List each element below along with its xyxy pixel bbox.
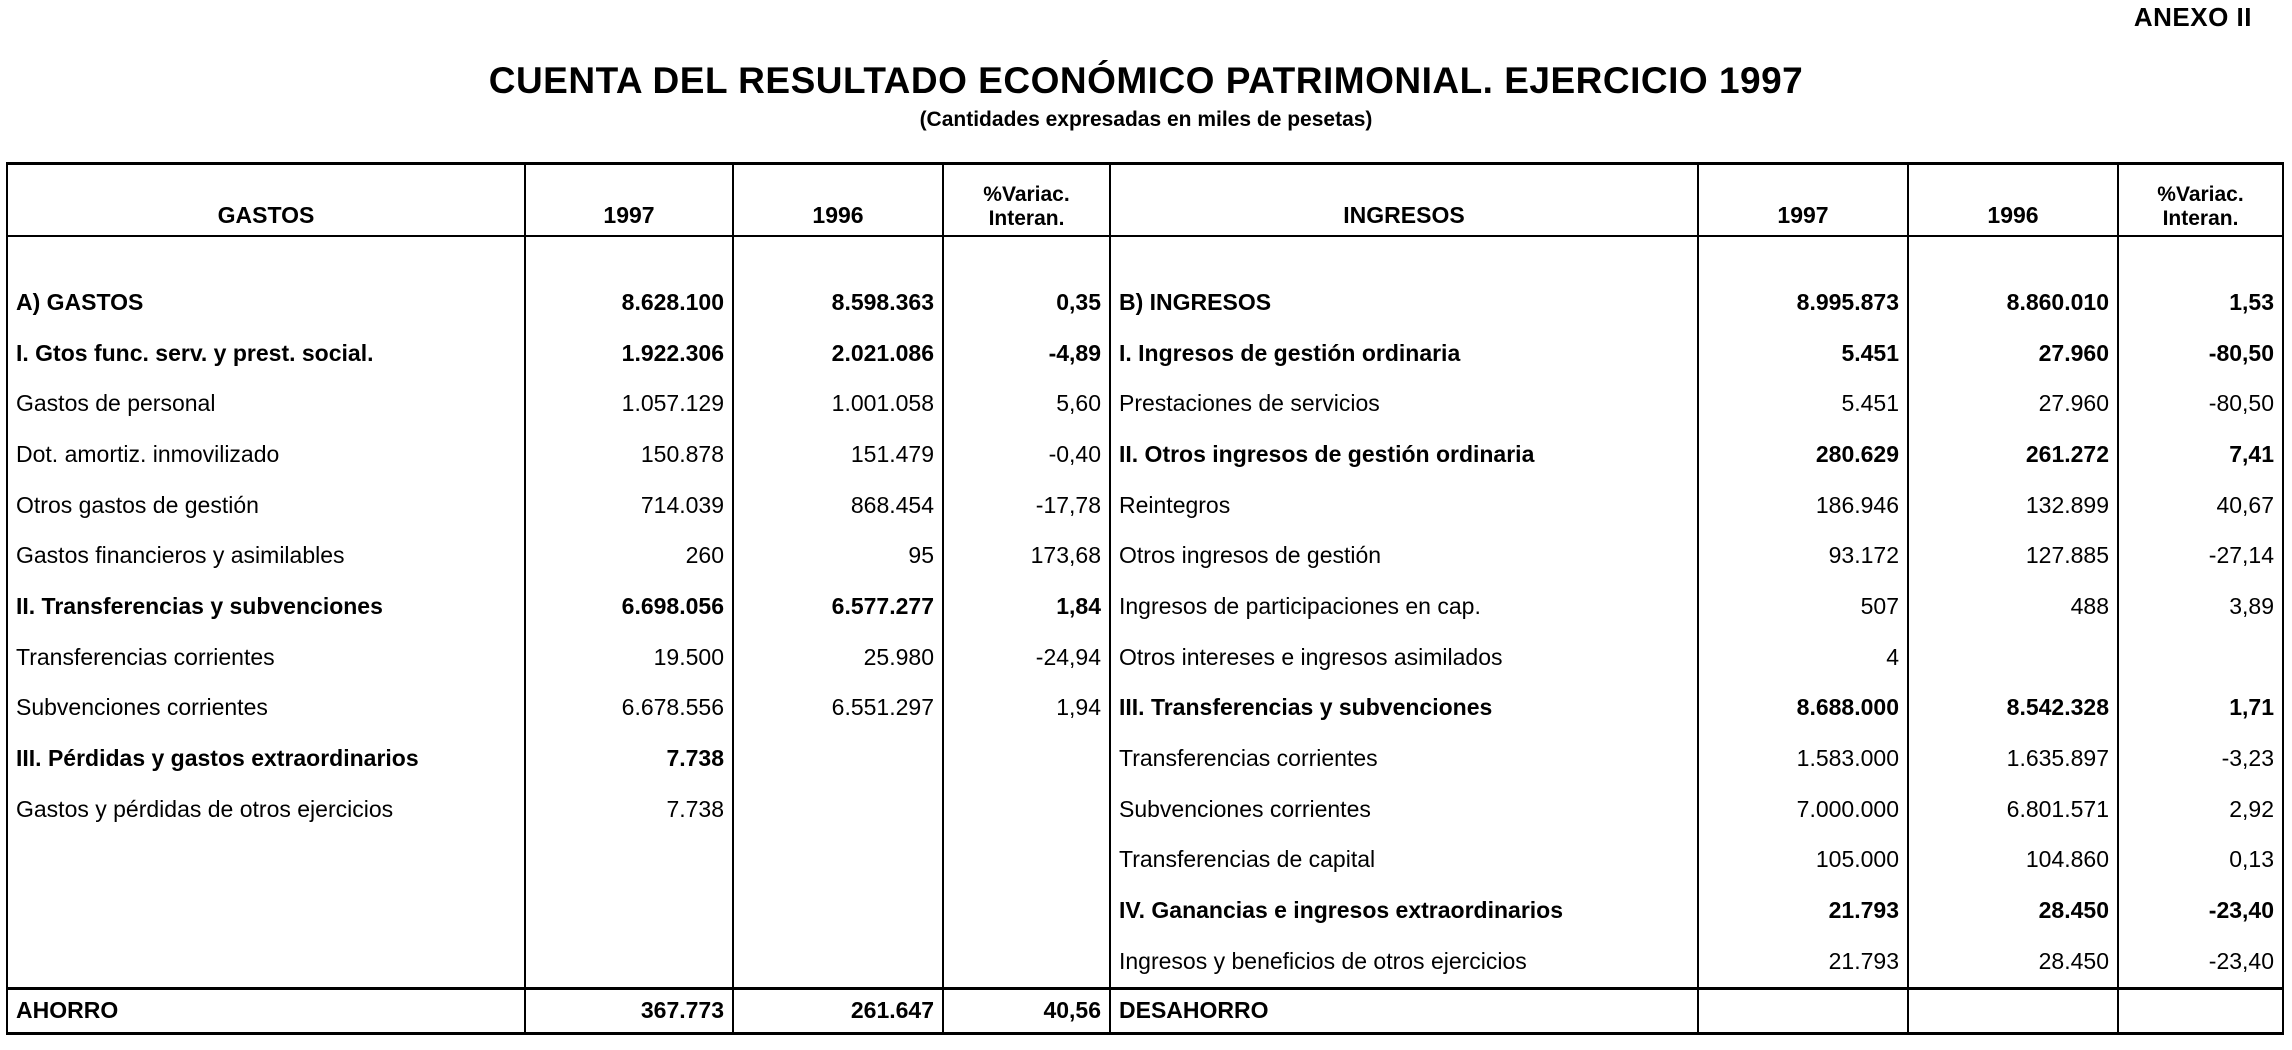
cell-gastos-1996: 95 [733,530,943,581]
cell-ingresos-variation: 0,13 [2118,835,2283,886]
header-gastos-variation [943,164,1110,237]
header-ingresos: INGRESOS [1110,164,1698,237]
page-subtitle: (Cantidades expresadas en miles de pesetas) [919,108,1373,131]
cell-ingresos-variation: -80,50 [2118,378,2283,429]
total-gastos-1996: 261.647 [733,988,943,1033]
cell-ingresos-1996: 27.960 [1908,328,2118,379]
cell-ingresos-label: Transferencias de capital [1110,835,1698,886]
table-row [7,277,2283,328]
total-ingresos-label: DESAHORRO [1110,988,1698,1033]
cell-ingresos-label: Ingresos y beneficios de otros ejercicios [1110,936,1698,988]
total-gastos-variation: 40,56 [943,988,1110,1033]
cell-gastos-label: Gastos financieros y asimilables [7,530,525,581]
cell-gastos-label [7,885,525,936]
table-row [7,581,2283,632]
cell-gastos-1996 [733,784,943,835]
cell-ingresos-1997: 105.000 [1698,835,1908,886]
spacer-row [7,236,2283,277]
cell-gastos-label [7,835,525,886]
cell-gastos-label: I. Gtos func. serv. y prest. social. [7,328,525,379]
cell-ingresos-variation: 1,71 [2118,683,2283,734]
cell-ingresos-label: Otros ingresos de gestión [1110,530,1698,581]
cell-gastos-label: Dot. amortiz. inmovilizado [7,429,525,480]
cell-gastos-1997: 8.628.100 [525,277,733,328]
cell-ingresos-1997: 5.451 [1698,378,1908,429]
cell-gastos-1997: 260 [525,530,733,581]
cell-gastos-label [7,936,525,988]
cell-gastos-1997: 714.039 [525,480,733,531]
header-pct-line2: Interan. [988,207,1065,230]
cell-ingresos-label: Subvenciones corrientes [1110,784,1698,835]
cell-gastos-1997: 6.678.556 [525,683,733,734]
cell-gastos-1996: 868.454 [733,480,943,531]
cell-ingresos-label: Ingresos de participaciones en cap. [1110,581,1698,632]
cell-gastos-1997: 19.500 [525,632,733,683]
cell-gastos-1997: 150.878 [525,429,733,480]
cell-gastos-label: II. Transferencias y subvenciones [7,581,525,632]
cell-ingresos-variation: -80,50 [2118,328,2283,379]
table-row [7,683,2283,734]
cell-ingresos-label: III. Transferencias y subvenciones [1110,683,1698,734]
annex-label: ANEXO II [2133,2,2252,32]
cell-gastos-1996: 1.001.058 [733,378,943,429]
header-pct-line1: %Variac. [983,183,1070,206]
cell-ingresos-1997: 7.000.000 [1698,784,1908,835]
cell-ingresos-1996: 488 [1908,581,2118,632]
cell-ingresos-1996: 132.899 [1908,480,2118,531]
cell-ingresos-label: Prestaciones de servicios [1110,378,1698,429]
cell-ingresos-label: II. Otros ingresos de gestión ordinaria [1110,429,1698,480]
cell-gastos-variation [943,733,1110,784]
cell-ingresos-variation: -27,14 [2118,530,2283,581]
cell-gastos-label: III. Pérdidas y gastos extraordinarios [7,733,525,784]
total-gastos-1997: 367.773 [525,988,733,1033]
cell-ingresos-label: IV. Ganancias e ingresos extraordinarios [1110,885,1698,936]
cell-gastos-1996: 8.598.363 [733,277,943,328]
table-body [7,236,2283,988]
cell-gastos-variation: 0,35 [943,277,1110,328]
cell-gastos-1996: 2.021.086 [733,328,943,379]
cell-gastos-variation: 5,60 [943,378,1110,429]
cell-gastos-variation [943,885,1110,936]
cell-gastos-variation: -24,94 [943,632,1110,683]
cell-ingresos-1997: 21.793 [1698,885,1908,936]
cell-gastos-1997: 7.738 [525,784,733,835]
total-ingresos-variation [2118,988,2283,1033]
header-gastos: GASTOS [7,164,525,237]
cell-gastos-variation [943,784,1110,835]
table-row [7,936,2283,988]
cell-ingresos-label: I. Ingresos de gestión ordinaria [1110,328,1698,379]
header-ingresos-1996: 1996 [1908,164,2118,237]
header-gastos-1997: 1997 [525,164,733,237]
cell-ingresos-1996: 104.860 [1908,835,2118,886]
cell-ingresos-label: Reintegros [1110,480,1698,531]
cell-gastos-variation: 1,94 [943,683,1110,734]
cell-gastos-variation [943,835,1110,886]
cell-ingresos-variation: -23,40 [2118,885,2283,936]
cell-gastos-variation: -4,89 [943,328,1110,379]
cell-gastos-variation: 173,68 [943,530,1110,581]
table-row [7,632,2283,683]
table-row [7,480,2283,531]
cell-gastos-variation [943,936,1110,988]
table-row [7,733,2283,784]
cell-gastos-1996: 6.577.277 [733,581,943,632]
cell-ingresos-label: B) INGRESOS [1110,277,1698,328]
cell-gastos-label: Otros gastos de gestión [7,480,525,531]
cell-ingresos-1997: 8.995.873 [1698,277,1908,328]
page-title: CUENTA DEL RESULTADO ECONÓMICO PATRIMONIAL. EJERCICIO 1997 [488,60,1804,101]
cell-ingresos-1996: 28.450 [1908,936,2118,988]
cell-ingresos-1996: 127.885 [1908,530,2118,581]
cell-gastos-label: Gastos de personal [7,378,525,429]
cell-gastos-variation: 1,84 [943,581,1110,632]
cell-gastos-label: Transferencias corrientes [7,632,525,683]
table-header-row [7,164,2283,237]
cell-ingresos-1996: 1.635.897 [1908,733,2118,784]
table-row [7,784,2283,835]
cell-gastos-1997: 7.738 [525,733,733,784]
cell-gastos-1996: 151.479 [733,429,943,480]
cell-gastos-variation: -0,40 [943,429,1110,480]
cell-gastos-1997: 1.057.129 [525,378,733,429]
cell-ingresos-1996: 6.801.571 [1908,784,2118,835]
cell-gastos-label: Gastos y pérdidas de otros ejercicios [7,784,525,835]
cell-ingresos-1997: 21.793 [1698,936,1908,988]
cell-gastos-1997 [525,936,733,988]
cell-gastos-1997 [525,885,733,936]
cell-ingresos-1997: 1.583.000 [1698,733,1908,784]
cell-gastos-1996 [733,936,943,988]
header-ingresos-1997: 1997 [1698,164,1908,237]
total-gastos-label: AHORRO [7,988,525,1033]
cell-ingresos-variation: 40,67 [2118,480,2283,531]
table-row [7,429,2283,480]
cell-ingresos-variation: -3,23 [2118,733,2283,784]
cell-gastos-variation: -17,78 [943,480,1110,531]
header-ingresos-variation [2118,164,2283,237]
cell-ingresos-label: Transferencias corrientes [1110,733,1698,784]
results-table [6,162,2284,1035]
cell-gastos-1996 [733,885,943,936]
cell-gastos-1996: 25.980 [733,632,943,683]
cell-ingresos-variation: 3,89 [2118,581,2283,632]
cell-ingresos-1996 [1908,632,2118,683]
cell-ingresos-1997: 186.946 [1698,480,1908,531]
table-row [7,885,2283,936]
cell-ingresos-variation: 2,92 [2118,784,2283,835]
table-row [7,328,2283,379]
cell-ingresos-variation: -23,40 [2118,936,2283,988]
total-row [7,988,2283,1033]
cell-ingresos-1996: 261.272 [1908,429,2118,480]
total-ingresos-1996 [1908,988,2118,1033]
cell-gastos-1996 [733,733,943,784]
header-gastos-1996: 1996 [733,164,943,237]
cell-gastos-1997: 6.698.056 [525,581,733,632]
cell-ingresos-label: Otros intereses e ingresos asimilados [1110,632,1698,683]
table-row [7,835,2283,886]
cell-ingresos-1997: 93.172 [1698,530,1908,581]
cell-gastos-1997 [525,835,733,886]
table-row [7,530,2283,581]
cell-ingresos-1997: 8.688.000 [1698,683,1908,734]
cell-ingresos-1997: 4 [1698,632,1908,683]
cell-ingresos-1996: 8.542.328 [1908,683,2118,734]
cell-gastos-1996: 6.551.297 [733,683,943,734]
cell-ingresos-variation: 1,53 [2118,277,2283,328]
header-pct-line2: Interan. [2162,207,2239,230]
cell-ingresos-variation [2118,632,2283,683]
cell-ingresos-1997: 280.629 [1698,429,1908,480]
total-ingresos-1997 [1698,988,1908,1033]
cell-gastos-1996 [733,835,943,886]
cell-gastos-1997: 1.922.306 [525,328,733,379]
cell-ingresos-1996: 28.450 [1908,885,2118,936]
cell-ingresos-variation: 7,41 [2118,429,2283,480]
cell-ingresos-1997: 507 [1698,581,1908,632]
cell-gastos-label: Subvenciones corrientes [7,683,525,734]
cell-ingresos-1996: 27.960 [1908,378,2118,429]
cell-ingresos-1996: 8.860.010 [1908,277,2118,328]
cell-gastos-label: A) GASTOS [7,277,525,328]
table-row [7,378,2283,429]
header-pct-line1: %Variac. [2157,183,2244,206]
cell-ingresos-1997: 5.451 [1698,328,1908,379]
